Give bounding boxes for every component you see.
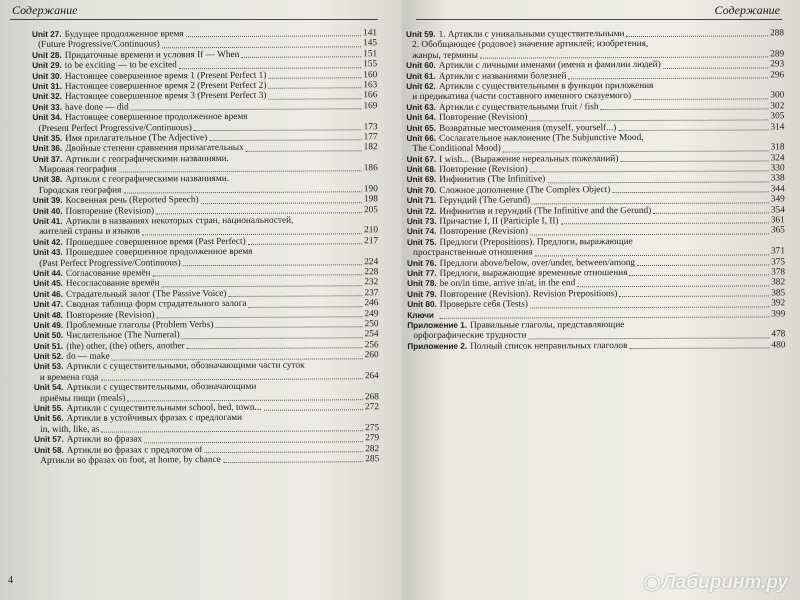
toc-leader-dots [530, 233, 769, 235]
toc-unit-label: Unit 28. [32, 50, 62, 60]
toc-unit-label: Unit 74. [406, 227, 437, 237]
toc-title: жителей страны и языков [39, 226, 140, 238]
toc-title: Предлоги (Prepositions). Предлоги, выражающие [439, 236, 633, 248]
toc-page-number: 272 [365, 402, 380, 413]
toc-unit-label: Unit 57. [34, 435, 64, 445]
toc-leader-dots [123, 192, 362, 194]
toc-unit-label: Unit 65. [406, 123, 437, 133]
toc-page-number: 289 [770, 49, 785, 60]
toc-unit-label: Unit 80. [407, 300, 437, 310]
toc-page-number: 217 [364, 235, 379, 247]
toc-page-number: 279 [365, 433, 380, 444]
toc-leader-dots [620, 160, 768, 162]
toc-leader-dots [183, 264, 363, 266]
toc-page-number: 282 [365, 443, 380, 454]
toc-unit-label: Unit 50. [33, 331, 64, 341]
toc-page-number: 151 [363, 48, 378, 60]
toc-unit-label: Unit 38. [32, 175, 63, 185]
toc-unit-label: Unit 69. [406, 175, 437, 185]
toc-unit-label: Unit 61. [406, 71, 436, 81]
toc-leader-dots [653, 212, 769, 214]
toc-title: Герундий (The Gerund) [439, 195, 531, 207]
header-rule [416, 19, 782, 20]
toc-page-number: 385 [771, 288, 786, 299]
toc-unit-label: Unit 32. [32, 92, 62, 102]
toc-title: Повторение (Revision) [66, 309, 155, 321]
toc-leader-dots [663, 67, 769, 68]
toc-title: Настоящее совершенное продолженное время [65, 111, 248, 123]
toc-page-number: 228 [364, 267, 379, 278]
toc-unit-label: Ключи [407, 310, 434, 320]
toc-unit-label: Unit 44. [33, 268, 63, 278]
toc-leader-dots [535, 254, 769, 256]
toc-unit-label: Unit 63. [406, 102, 436, 112]
toc-title: have done — did [64, 102, 129, 113]
toc-title: in, with, like, as [40, 424, 100, 435]
toc-page-number: 285 [365, 454, 380, 465]
toc-page-number: 314 [770, 121, 785, 132]
toc-leader-dots [142, 233, 362, 235]
toc-left [32, 28, 379, 466]
toc-page-number: 305 [770, 111, 785, 122]
toc-leader-dots [561, 223, 769, 225]
toc-title: Числительное (The Numeral) [66, 330, 180, 342]
toc-page-number: 268 [364, 391, 379, 402]
toc-page-number: 237 [364, 287, 379, 299]
toc-page-number: 205 [363, 204, 378, 215]
toc-title: Артикли с существительными в функции приложения [438, 80, 654, 92]
toc-page-number: 169 [363, 100, 378, 111]
toc-right [406, 28, 785, 352]
toc-leader-dots [530, 171, 769, 173]
toc-leader-dots [650, 47, 782, 48]
toc-leader-dots [144, 441, 363, 443]
toc-unit-label: Unit 40. [32, 206, 63, 216]
toc-leader-dots [249, 306, 363, 308]
toc-leader-dots [439, 316, 769, 318]
toc-title: Проблемные глаголы (Problem Verbs) [66, 319, 214, 331]
toc-title: Страдательный залог (The Passive Voice) [65, 288, 227, 300]
toc-title: Косвенная речь (Reported Speech) [65, 195, 199, 207]
toc-page-number: 250 [364, 319, 379, 330]
toc-leader-dots [157, 316, 363, 318]
toc-title: Артикли во фразах [66, 434, 143, 446]
toc-leader-dots [577, 285, 769, 287]
toc-title: I wish... (Выражение нереальных пожеланий) [439, 153, 619, 165]
toc-page-number: 182 [363, 142, 378, 153]
toc-page-number: 177 [363, 132, 378, 143]
toc-page-number: 288 [770, 28, 785, 39]
toc-page-number: 382 [771, 277, 786, 288]
running-head: Содержание [12, 3, 78, 17]
toc-title: (Future Progressive/Continuous) [38, 39, 160, 51]
toc-page-number: 392 [771, 298, 786, 309]
toc-page-number: 155 [363, 59, 378, 70]
labirint-watermark [644, 571, 788, 594]
toc-leader-dots [655, 89, 782, 90]
page-number: 4 [8, 575, 13, 586]
toc-title: to be exciting — to be excited [64, 60, 177, 71]
toc-leader-dots [215, 327, 362, 329]
toc-leader-dots [223, 462, 363, 464]
toc-unit-label: Unit 70. [406, 185, 437, 195]
toc-title: жанры, термины [412, 50, 478, 61]
toc-page-number: 198 [363, 194, 378, 205]
toc-unit-label: Unit 37. [32, 154, 63, 164]
toc-page-number: 145 [363, 38, 378, 49]
right-page [404, 0, 800, 600]
toc-leader-dots [209, 140, 361, 142]
toc-leader-dots [264, 410, 364, 412]
toc-title: Прошедшее совершенное время (Past Perfect) [65, 236, 246, 248]
toc-title: орфографические трудности [413, 330, 527, 342]
toc-title: Повторение (Revision) [439, 226, 529, 238]
toc-title: Повторение (Revision) [438, 112, 528, 123]
toc-page-number: 300 [770, 90, 785, 101]
toc-leader-dots [186, 36, 361, 38]
toc-page-number: 190 [363, 184, 378, 195]
toc-title: Артикли с существительными school, bed, town... [66, 402, 262, 414]
toc-leader-dots [618, 129, 768, 131]
toc-leader-dots [229, 295, 363, 297]
toc-leader-dots [630, 275, 770, 277]
toc-title: Предлоги above/below, over/under, between/among [439, 257, 636, 269]
toc-title: и времена года [39, 372, 99, 383]
toc-leader-dots [119, 171, 362, 173]
toc-unit-label: Unit 34. [32, 112, 63, 123]
toc-leader-dots [568, 77, 768, 79]
toc-title: Несогласование времён [65, 278, 160, 290]
toc-unit-label: Unit 29. [32, 61, 62, 71]
toc-unit-label: Unit 76. [406, 258, 437, 268]
toc-unit-label: Unit 52. [33, 351, 64, 362]
toc-title: Артикли с географическими названиями. [65, 153, 229, 165]
toc-unit-label: Unit 42. [33, 237, 63, 247]
toc-title: Придаточные времени и условия If — When [64, 49, 240, 61]
toc-title: Артикли с географическими названиями. [65, 174, 230, 186]
toc-unit-label: Unit 51. [33, 341, 64, 351]
toc-title: Артикли с личными именами (имена и фамилии людей) [438, 60, 661, 72]
toc-unit-label: Unit 35. [32, 133, 63, 143]
toc-page-number: 371 [770, 246, 785, 257]
toc-title: The Conditional Mood) [412, 143, 501, 155]
toc-title: Прошедшее совершенное продолженное время [65, 247, 253, 259]
toc-title: Артикли с существительными, обозначающими [66, 382, 257, 394]
toc-leader-dots [503, 150, 769, 152]
toc-title: Имя прилагательное (The Adjective) [65, 132, 208, 144]
toc-title: do — make [66, 351, 110, 362]
toc-unit-label: Unit 48. [33, 310, 64, 320]
toc-leader-dots [268, 77, 361, 78]
toc-unit-label: Unit 53. [33, 362, 64, 372]
toc-leader-dots [156, 212, 362, 214]
toc-unit-label: Unit 45. [33, 279, 63, 289]
toc-leader-dots [101, 431, 363, 433]
toc-title: Настоящее совершенное время 1 (Present Perfect 1) [64, 70, 267, 82]
toc-title: (the) other, (the) others, another [66, 340, 185, 352]
toc-leader-dots [255, 255, 377, 256]
toc-page-number: 232 [364, 277, 379, 288]
toc-unit-label: Unit 49. [33, 320, 64, 330]
toc-title: Инфинитив и герундий (The Infinitive and the Gerund) [439, 205, 652, 217]
toc-leader-dots [194, 129, 362, 131]
toc-leader-dots [182, 337, 363, 339]
toc-unit-label: Unit 33. [32, 102, 63, 112]
toc-leader-dots [201, 202, 362, 204]
toc-page-number: 141 [363, 28, 378, 39]
toc-page-number: 186 [363, 163, 378, 174]
toc-title: Двойные степени сравнения прилагательных [65, 143, 244, 155]
toc-page-number: 330 [770, 163, 785, 174]
toc-unit-label: Unit 31. [32, 81, 62, 91]
toc-title: Инфинитив (The Infinitive) [439, 174, 546, 186]
toc-title: Повторение (Revision). Revision Prepositions) [439, 288, 618, 300]
toc-leader-dots [248, 243, 363, 245]
toc-leader-dots [101, 379, 363, 381]
toc-page-number: 163 [363, 80, 378, 91]
toc-leader-dots [112, 358, 363, 360]
toc-page-number: 478 [771, 329, 786, 340]
toc-unit-label: Unit 79. [407, 289, 437, 299]
toc-leader-dots [612, 192, 768, 194]
toc-unit-label: Unit 47. [33, 299, 64, 310]
toc-page-number: 302 [770, 101, 785, 112]
toc-unit-label: Приложение 1. [407, 320, 468, 330]
toc-title: Артикли во фразах on foot, at home, by chance [40, 455, 221, 466]
toc-unit-label: Unit 66. [406, 133, 437, 143]
toc-unit-label: Unit 58. [34, 445, 64, 455]
toc-page-number: 260 [364, 350, 379, 361]
toc-unit-label: Unit 78. [407, 279, 437, 289]
toc-title: Повторение (Revision) [65, 205, 155, 217]
toc-leader-dots [162, 285, 363, 287]
toc-unit-label: Unit 46. [33, 289, 63, 299]
toc-leader-dots [646, 141, 783, 142]
toc-page-number: 246 [364, 298, 379, 309]
toc-title: Настоящее совершенное время 2 (Present Perfect 2) [64, 80, 267, 92]
toc-entry [34, 454, 379, 466]
toc-title: Возвратные местоимения (myself, yourself...) [438, 122, 617, 134]
toc-leader-dots [629, 348, 769, 350]
toc-leader-dots [179, 67, 361, 69]
toc-title: Артикли с названиями болезней [438, 70, 567, 82]
toc-unit-label: Unit 77. [407, 268, 437, 278]
toc-title: Сослагательное наклонение (The Subjunctive Mood, [439, 132, 644, 144]
toc-leader-dots [153, 275, 363, 277]
toc-unit-label: Unit 54. [33, 383, 64, 393]
toc-title: Артикли в устойчивых фразах с предлогами [66, 413, 243, 425]
toc-leader-dots [626, 36, 768, 38]
toc-leader-dots [530, 119, 769, 121]
labirint-logo-icon: ◉ [643, 572, 661, 593]
toc-unit-label: Unit 64. [406, 112, 436, 123]
toc-leader-dots [187, 347, 363, 349]
toc-leader-dots [241, 56, 361, 58]
toc-leader-dots [635, 245, 783, 246]
toc-leader-dots [131, 108, 362, 110]
toc-unit-label: Unit 71. [406, 196, 437, 206]
toc-leader-dots [205, 451, 364, 453]
toc-entry [407, 340, 785, 352]
toc-unit-label: Unit 68. [406, 164, 437, 175]
toc-title: (Past Perfect Progressive/Continuous) [39, 257, 181, 269]
toc-leader-dots [619, 296, 769, 298]
toc-title: Мировая география [38, 164, 117, 176]
toc-page-number: 480 [771, 340, 786, 351]
toc-unit-label: Unit 39. [32, 196, 63, 206]
toc-title: Настоящее совершенное время 3 (Present Perfect 3) [64, 91, 267, 103]
toc-page-number: 210 [364, 225, 379, 236]
toc-unit-label: Приложение 2. [407, 341, 468, 351]
toc-title: и предикатива (части составного именного сказуемого) [412, 91, 632, 103]
toc-unit-label: Unit 41. [32, 216, 63, 227]
toc-title: Причастие I, II (Participle I, II) [439, 216, 559, 227]
toc-page-number: 399 [771, 308, 786, 319]
toc-page-number: 375 [771, 256, 786, 267]
toc-page-number: 166 [363, 90, 378, 101]
toc-title: Проверьте себя (Tests) [439, 299, 528, 310]
toc-leader-dots [162, 46, 361, 48]
toc-leader-dots [532, 202, 769, 204]
toc-page-number: 264 [364, 371, 379, 382]
toc-unit-label: Unit 60. [406, 61, 436, 71]
toc-leader-dots [529, 337, 770, 339]
toc-leader-dots [231, 182, 376, 183]
toc-page-number: 254 [364, 329, 379, 340]
toc-page-number: 275 [365, 423, 380, 434]
toc-title: Предлоги, выражающие временные отношения [439, 268, 628, 279]
toc-title: Будущее продолженное время [64, 29, 184, 40]
toc-page-number: 173 [363, 121, 378, 132]
watermark-text: Лабиринт.ру [662, 572, 788, 593]
toc-leader-dots [231, 161, 376, 162]
running-head: Содержание [714, 3, 780, 17]
toc-unit-label: Unit 56. [34, 414, 64, 424]
toc-leader-dots [480, 57, 768, 59]
toc-title: be on/in time, arrive in/at, in the end [439, 278, 576, 290]
toc-title: Артикли в названиях некоторых стран, национальностей, [65, 215, 294, 227]
toc-title: Артикли с существительными, обозначающими части суток [66, 361, 305, 373]
toc-unit-label: Unit 43. [33, 248, 63, 258]
toc-page-number: 249 [364, 308, 379, 319]
toc-unit-label: Unit 59. [405, 29, 436, 39]
toc-title: Артикли с существительными fruit / fish [438, 101, 599, 113]
toc-leader-dots [250, 120, 376, 121]
toc-leader-dots [268, 98, 361, 99]
toc-title: Согласование времён [65, 268, 151, 279]
toc-title: Правильные глаголы, представляющие [470, 319, 625, 331]
toc-page-number: 344 [770, 184, 785, 195]
toc-unit-label: Unit 73. [406, 216, 437, 227]
toc-unit-label: Unit 55. [33, 403, 64, 414]
toc-unit-label: Unit 36. [32, 144, 63, 154]
toc-unit-label: Unit 75. [406, 237, 437, 247]
toc-title: Сводная таблица форм страдательного залога [65, 299, 247, 310]
toc-leader-dots [244, 421, 377, 422]
toc-leader-dots [633, 98, 768, 100]
toc-page-number: 354 [770, 204, 785, 216]
toc-title: (Present Perfect Progressive/Continuous) [38, 122, 192, 134]
toc-page-number: 338 [770, 173, 785, 184]
toc-leader-dots [547, 181, 769, 183]
toc-title: Сложное дополнение (The Complex Object) [439, 184, 611, 196]
toc-page-number: 160 [363, 69, 378, 80]
toc-page-number: 293 [770, 59, 785, 70]
toc-page-number: 365 [770, 225, 785, 236]
toc-leader-dots [127, 399, 363, 401]
toc-title: 1. Артикли с уникальными существительными [438, 29, 625, 40]
toc-leader-dots [268, 88, 361, 89]
toc-title: Городская география [38, 185, 122, 196]
toc-title: приёмы пищи (meals) [39, 393, 126, 404]
toc-unit-label: Unit 27. [31, 29, 62, 39]
toc-page-number: 324 [770, 153, 785, 164]
toc-unit-label: Unit 72. [406, 206, 437, 216]
toc-page-number: 361 [770, 215, 785, 226]
toc-unit-label: Unit 67. [406, 154, 437, 164]
toc-page-number: 318 [770, 142, 785, 153]
toc-title: Повторение (Revision) [439, 164, 528, 175]
toc-title: Полный список неправильных глаголов [470, 340, 628, 352]
toc-page-number: 256 [364, 339, 379, 350]
toc-page-number: 296 [770, 69, 785, 80]
toc-page-number: 378 [771, 267, 786, 278]
toc-leader-dots [601, 109, 769, 111]
toc-unit-label: Unit 62. [406, 81, 436, 91]
toc-page-number: 224 [364, 256, 379, 267]
toc-leader-dots [258, 390, 377, 391]
toc-leader-dots [246, 150, 362, 152]
toc-leader-dots [530, 306, 769, 308]
header-rule [10, 19, 378, 20]
toc-title: пространственные отношения [412, 247, 533, 259]
toc-unit-label: Unit 30. [32, 71, 62, 81]
toc-leader-dots [637, 264, 769, 266]
toc-leader-dots [626, 328, 783, 329]
left-page [0, 0, 396, 600]
toc-page-number: 349 [770, 194, 785, 205]
toc-title: 2. Обобщающее (родовое) значение артиклей; изобретения, [412, 39, 649, 51]
toc-title: Артикли во фразах с предлогом of [66, 444, 203, 456]
